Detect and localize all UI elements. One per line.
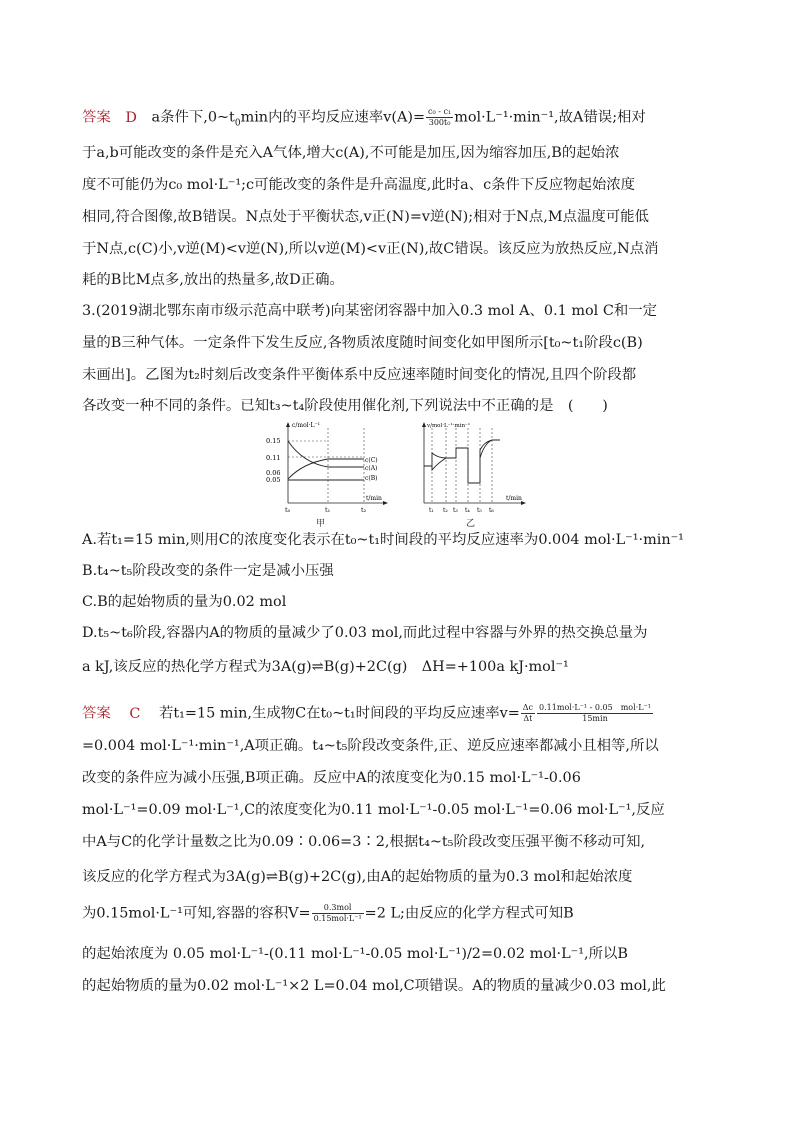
figure-jia: [258, 418, 392, 529]
xtick-label: t₁: [429, 507, 434, 514]
answer1-line-6: 耗的B比M点多,放出的热量多,故D正确。: [82, 272, 344, 288]
rate-time-chart: [418, 418, 528, 518]
xtick-label: t₄: [465, 507, 470, 514]
question3-line-1: 3.(2019湖北鄂东南市级示范高中联考)向某密闭容器中加入0.3 mol A、0.1 mol C和一定: [82, 303, 658, 319]
answer1-line-2: 于a,b可能改变的条件是充入A气体,增大c(A),不可能是加压,因为缩容加压,B的起始浓: [82, 145, 620, 161]
rate-fraction: $\frac{\text{c₀ - c₁}}{\text{300t₀}}$: [428, 107, 452, 127]
figure-caption-yi: 乙: [466, 519, 476, 529]
answer-label: 答案: [82, 109, 111, 126]
rate-curve: [432, 458, 446, 470]
curve-c: [288, 459, 364, 479]
option-c: C.B的起始物质的量为0.02 mol: [82, 594, 287, 610]
option-a: A.若t₁=15 min,则用C的浓度变化表示在t₀~t₁时间段的平均反应速率为0.004 mol·L⁻¹·min⁻¹: [82, 532, 684, 548]
ytick-label: 0.06: [266, 469, 281, 477]
rate-curve: [480, 440, 500, 458]
rate-curve: [446, 448, 480, 483]
answer3-line-9: 的起始物质的量为0.02 mol·L⁻¹×2 L=0.04 mol,C项错误。A的物质的量减少0.03 mol,此: [82, 978, 666, 994]
answer3-line-4: mol·L⁻¹=0.09 mol·L⁻¹,C的浓度变化为0.11 mol·L⁻¹-0.05 mol·L⁻¹=0.06 mol·L⁻¹,反应: [82, 802, 665, 818]
answer1-line-3: 度不可能仍为c₀ mol·L⁻¹;c可能改变的条件是升高温度,此时a、c条件下反应物起始浓度: [82, 177, 636, 193]
answer3-line-1: 答案 C 若t₁=15 min,生成物C在t₀~t₁时间段的平均反应速率v= $\frac{\Delta c}{\Delta t}$ $\frac{\text{0.11mol·L⁻¹ - 0.05 mol·L⁻¹}}{15\min}$: [82, 703, 651, 723]
x-axis-label: t/min: [506, 495, 522, 502]
ytick-label: 0.11: [266, 454, 281, 462]
question3-line-4: 各改变一种不同的条件。已知t₃~t₄阶段使用催化剂,下列说法中不正确的是 ( ): [82, 398, 608, 414]
answer3-line-6: 该反应的化学方程式为3A(g)⇌B(g)+2C(g),由A的起始物质的量为0.3 mol和起始浓度: [82, 869, 633, 885]
rate-curve: [424, 453, 446, 466]
curve-a: [288, 441, 364, 467]
curve-label-a: c(A): [365, 465, 378, 472]
rate-calc-fraction: $\frac{\text{0.11mol·L⁻¹ - 0.05 mol·L⁻¹}}{15\min}$: [539, 703, 651, 723]
answer3-line-2: =0.004 mol·L⁻¹·min⁻¹,A项正确。t₄~t₅阶段改变条件,正、逆反应速率都减小且相等,所以: [82, 738, 659, 754]
figure-caption-jia: 甲: [316, 519, 326, 529]
curve-label-b: c(B): [365, 475, 378, 482]
answer1-line-1: 答案 D a条件下$,0\sim t_0\min$内的平均反应速率v(A)= $\frac{\text{c₀ - c₁}}{\text{300t₀}}$ mol·L⁻¹·min⁻¹,故A错误;相对: [82, 107, 646, 129]
option-d-line-2: a kJ,该反应的热化学方程式为3A(g)⇌B(g)+2C(g) ΔH=+100a kJ·mol⁻¹: [82, 659, 569, 675]
curve-label-c: c(C): [365, 457, 378, 464]
answer3-line-5: 中A与C的化学计量数之比为0.09∶0.06=3∶2,根据t₄~t₅阶段改变压强平衡不移动可知,: [82, 834, 646, 850]
answer-choice: D: [125, 109, 137, 126]
answer3-line-7: 为0.15mol·L⁻¹可知,容器的容积V= $\frac{\text{0.3mol}}{\text{0.15mol·L⁻¹}}$ =2 L;由反应的化学方程式可知B: [82, 903, 574, 923]
volume-fraction: $\frac{\text{0.3mol}}{\text{0.15mol·L⁻¹}}$: [313, 903, 362, 923]
y-axis-label: c/mol·L⁻¹: [292, 422, 321, 429]
xtick-label: t₀: [285, 506, 291, 514]
answer-label: 答案: [82, 705, 111, 722]
question3-line-3: 未画出]。乙图为t₂时刻后改变条件平衡体系中反应速率随时间变化的情况,且四个阶段都: [82, 367, 637, 383]
rate-curve: [480, 440, 492, 458]
answer1-line-4: 相同,符合图像,故B错误。N点处于平衡状态,v正(N)=v逆(N);相对于N点,M点温度可能低: [82, 209, 649, 225]
answer1-line-5: 于N点,c(C)小,v逆(M)<v逆(N),所以v逆(M)<v正(N),故C错误。该反应为放热反应,N点消: [82, 241, 659, 257]
option-b: B.t₄~t₅阶段改变的条件一定是减小压强: [82, 563, 334, 579]
xtick-label: t₆: [489, 507, 494, 514]
y-axis-label: v/mol·L⁻¹·min⁻¹: [427, 423, 471, 429]
answer3-line-3: 改变的条件应为减小压强,B项正确。反应中A的浓度变化为0.15 mol·L⁻¹-0.06: [82, 770, 581, 786]
xtick-label: t₂: [443, 507, 448, 514]
xtick-label: t₁: [325, 506, 331, 514]
delta-fraction: $\frac{\Delta c}{\Delta t}$: [522, 703, 534, 723]
x-axis-label: t/min: [366, 495, 382, 502]
xtick-label: t₅: [477, 507, 482, 514]
ytick-label: 0.05: [266, 476, 281, 484]
xtick-label: t₃: [453, 507, 458, 514]
ytick-label: 0.15: [266, 437, 281, 445]
concentration-time-chart: [258, 418, 392, 518]
option-d-line-1: D.t₅~t₆阶段,容器内A的物质的量减少了0.03 mol,而此过程中容器与外界的热交换总量为: [82, 625, 648, 641]
answer3-line-8: 的起始浓度为 0.05 mol·L⁻¹-(0.11 mol·L⁻¹-0.05 mol·L⁻¹)/2=0.02 mol·L⁻¹,所以B: [82, 946, 628, 962]
figure-yi: [418, 418, 528, 529]
xtick-label: t₂: [361, 506, 367, 514]
question3-line-2: 量的B三种气体。一定条件下发生反应,各物质浓度随时间变化如甲图所示[t₀~t₁阶段c(B): [82, 335, 643, 351]
answer-choice: C: [129, 705, 141, 722]
